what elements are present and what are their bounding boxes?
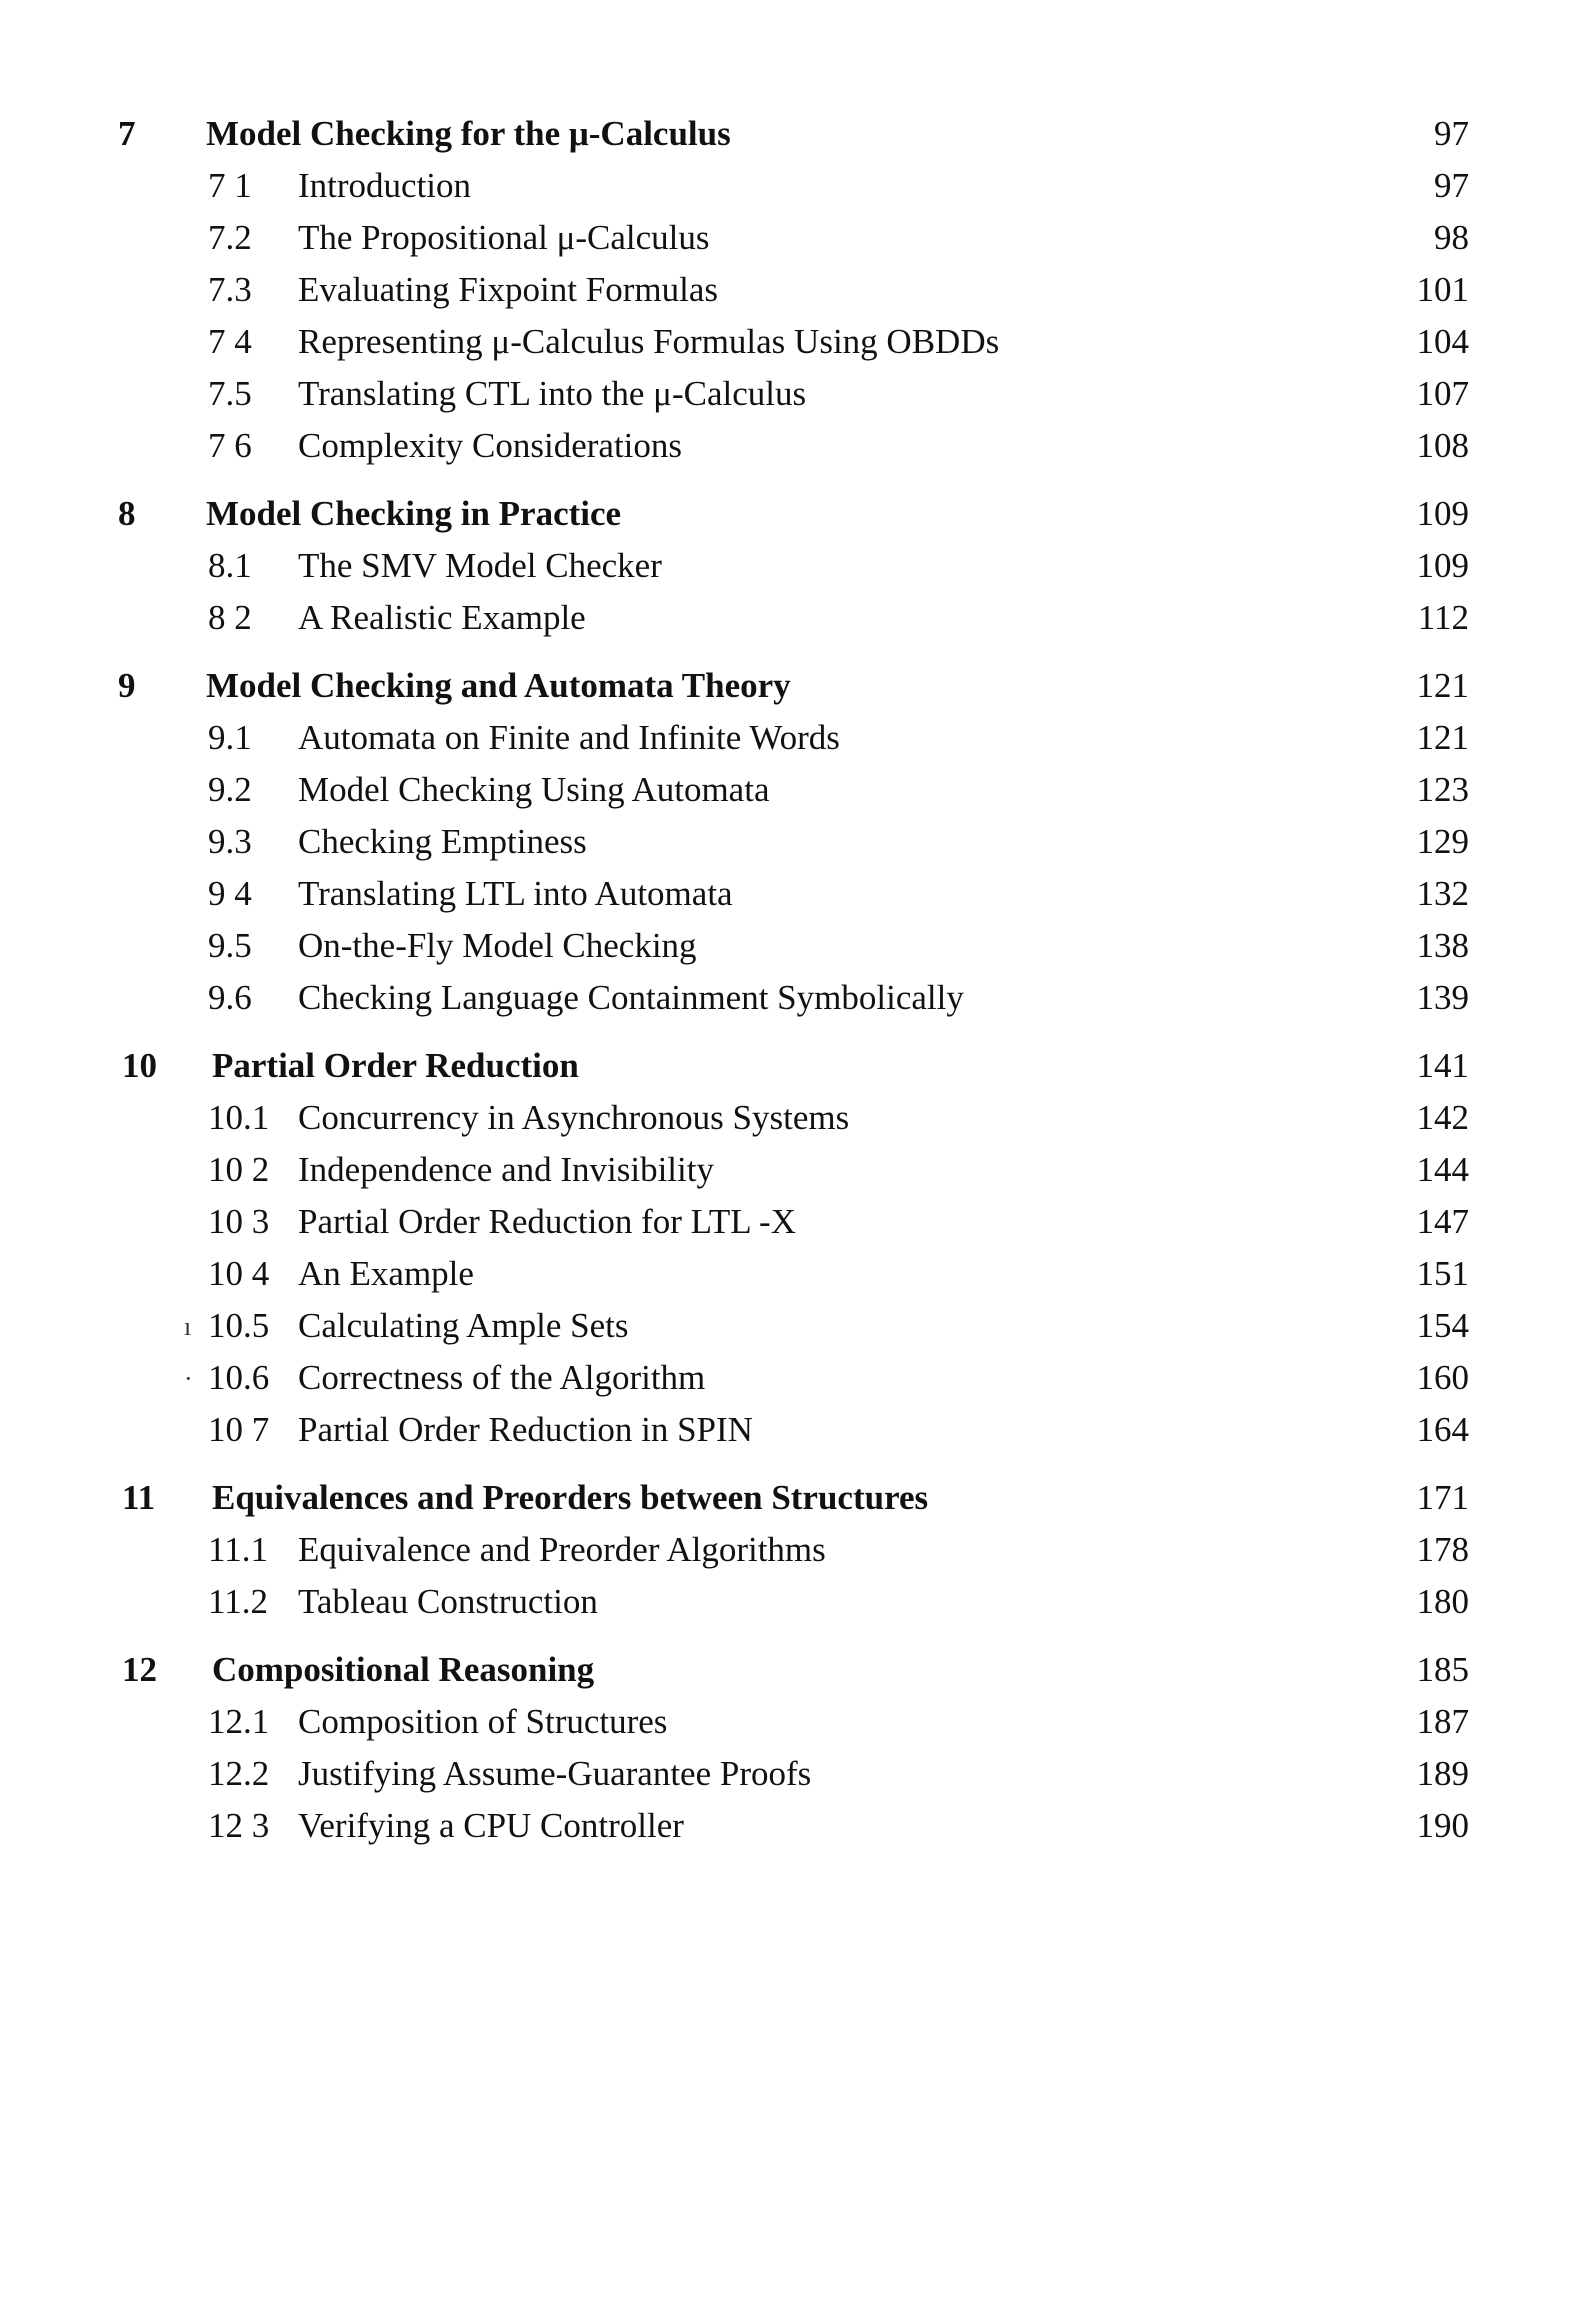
toc-section-entry (0, 1404, 1589, 1456)
toc-title: Introduction (298, 166, 472, 205)
toc-page-number: 147 (1416, 1202, 1469, 1241)
toc-page-number: 97 (1434, 114, 1469, 153)
toc-number: 12 3 (208, 1806, 270, 1845)
toc-page-number: 104 (1416, 322, 1469, 361)
toc-page-number: 109 (1416, 494, 1469, 533)
toc-title: Independence and Invisibility (298, 1150, 714, 1189)
toc-number: 8 (118, 494, 136, 533)
margin-mark: · (184, 1364, 193, 1393)
toc-title: Concurrency in Asynchronous Systems (298, 1098, 850, 1137)
toc-title: Calculating Ample Sets (298, 1306, 629, 1345)
toc-title: Composition of Structures (298, 1702, 668, 1741)
margin-mark: ı (184, 1312, 192, 1341)
toc-title: Partial Order Reduction in SPIN (298, 1410, 753, 1449)
toc-section-entry (0, 1196, 1589, 1248)
toc-section-entry (0, 1696, 1589, 1748)
toc-section-entry (0, 1748, 1589, 1800)
toc-page-number: 187 (1416, 1702, 1469, 1741)
toc-number: 7.2 (208, 218, 252, 257)
toc-page-number: 171 (1416, 1478, 1469, 1517)
toc-page-number: 154 (1416, 1306, 1469, 1345)
toc-page-number: 185 (1416, 1650, 1469, 1689)
toc-page-number: 151 (1416, 1254, 1469, 1293)
toc-chapter-entry (0, 1040, 1589, 1092)
toc-section-entry (0, 1800, 1589, 1852)
toc-title: Model Checking in Practice (206, 494, 622, 533)
toc-title: Equivalences and Preorders between Structures (212, 1478, 929, 1517)
toc-title: An Example (298, 1254, 474, 1293)
toc-page-number: 139 (1416, 978, 1469, 1017)
toc-title: Automata on Finite and Infinite Words (298, 718, 840, 757)
toc-number: 7 1 (208, 166, 252, 205)
toc-title: Justifying Assume-Guarantee Proofs (298, 1754, 812, 1793)
toc-section-entry (0, 264, 1589, 316)
toc-page-number: 107 (1416, 374, 1469, 413)
toc-section-entry (0, 592, 1589, 644)
toc-number: 9.2 (208, 770, 252, 809)
toc-number: 7.5 (208, 374, 252, 413)
toc-title: Partial Order Reduction (212, 1046, 579, 1085)
toc-number: 11 (122, 1478, 156, 1517)
toc-page-number: 132 (1416, 874, 1469, 913)
toc-title: The Propositional μ-Calculus (298, 218, 710, 257)
toc-section-entry (0, 764, 1589, 816)
toc-chapter-entry (0, 488, 1589, 540)
toc-section-entry (0, 316, 1589, 368)
toc-section-entry (0, 972, 1589, 1024)
toc-chapter-entry (0, 108, 1589, 160)
toc-number: 10 4 (208, 1254, 270, 1293)
toc-page-number: 178 (1416, 1530, 1469, 1569)
toc-page-number: 98 (1434, 218, 1469, 257)
toc-title: Correctness of the Algorithm (298, 1358, 706, 1397)
toc-number: 7.3 (208, 270, 252, 309)
toc-page-number: 97 (1434, 166, 1469, 205)
toc-page-number: 189 (1416, 1754, 1469, 1793)
toc-number: 10 3 (208, 1202, 270, 1241)
toc-number: 8.1 (208, 546, 252, 585)
toc-page-number: 123 (1416, 770, 1469, 809)
toc-page-number: 190 (1416, 1806, 1469, 1845)
toc-number: 12.1 (208, 1702, 270, 1741)
toc-page-number: 160 (1416, 1358, 1469, 1397)
toc-number: 9.5 (208, 926, 252, 965)
toc-number: 12.2 (208, 1754, 270, 1793)
toc-number: 9.1 (208, 718, 252, 757)
toc-page-number: 141 (1416, 1046, 1469, 1085)
toc-number: 10 (122, 1046, 157, 1085)
toc-title: Translating CTL into the μ-Calculus (298, 374, 807, 413)
toc-section-entry (0, 1144, 1589, 1196)
toc-section-entry (0, 160, 1589, 212)
toc-number: 11.2 (208, 1582, 268, 1621)
toc-title: Model Checking Using Automata (298, 770, 770, 809)
toc-page-number: 164 (1416, 1410, 1469, 1449)
toc-title: Verifying a CPU Controller (298, 1806, 684, 1845)
toc-page-number: 144 (1416, 1150, 1469, 1189)
toc-page-number: 138 (1416, 926, 1469, 965)
toc-number: 8 2 (208, 598, 252, 637)
toc-title: Model Checking and Automata Theory (206, 666, 791, 705)
toc-section-entry (0, 816, 1589, 868)
toc-section-entry (0, 212, 1589, 264)
toc-page-number: 121 (1416, 718, 1469, 757)
toc-section-entry (0, 1576, 1589, 1628)
toc-page-number: 180 (1416, 1582, 1469, 1621)
toc-page-number: 101 (1416, 270, 1469, 309)
toc-chapter-entry (0, 1472, 1589, 1524)
toc-title: On-the-Fly Model Checking (298, 926, 697, 965)
toc-title: Checking Emptiness (298, 822, 587, 861)
toc-number: 12 (122, 1650, 157, 1689)
toc-number: 7 4 (208, 322, 252, 361)
toc-section-entry (0, 1248, 1589, 1300)
toc-page-number: 108 (1416, 426, 1469, 465)
toc-title: Tableau Construction (298, 1582, 598, 1621)
toc-number: 9.6 (208, 978, 252, 1017)
toc-section-entry (0, 420, 1589, 472)
toc-title: Evaluating Fixpoint Formulas (298, 270, 718, 309)
toc-page-number: 121 (1416, 666, 1469, 705)
toc-number: 9 4 (208, 874, 252, 913)
toc-number: 7 (118, 114, 136, 153)
toc-chapter-entry (0, 660, 1589, 712)
toc-page-number: 109 (1416, 546, 1469, 585)
toc-number: 9.3 (208, 822, 252, 861)
toc-title: A Realistic Example (298, 598, 586, 637)
toc-page-number: 112 (1417, 598, 1469, 637)
toc-number: 10 2 (208, 1150, 270, 1189)
toc-number: 10 7 (208, 1410, 270, 1449)
toc-number: 10.1 (208, 1098, 270, 1137)
toc-section-entry (0, 868, 1589, 920)
toc-title: Representing μ-Calculus Formulas Using OBDDs (298, 322, 1000, 361)
toc-section-entry (0, 920, 1589, 972)
toc-title: Partial Order Reduction for LTL -X (298, 1202, 796, 1241)
toc-page-number: 129 (1416, 822, 1469, 861)
toc-number: 10.6 (208, 1358, 270, 1397)
toc-section-entry (0, 540, 1589, 592)
toc-section-entry (0, 368, 1589, 420)
toc-title: Checking Language Containment Symbolically (298, 978, 964, 1017)
toc-number: 7 6 (208, 426, 252, 465)
toc-title: Model Checking for the μ-Calculus (206, 114, 731, 153)
toc-title: Compositional Reasoning (212, 1650, 595, 1689)
toc-chapter-entry (0, 1644, 1589, 1696)
toc-page-number: 142 (1416, 1098, 1469, 1137)
toc-section-entry (0, 1524, 1589, 1576)
toc-section-entry (0, 1300, 1589, 1352)
toc-number: 11.1 (208, 1530, 268, 1569)
toc-section-entry (0, 712, 1589, 764)
toc-number: 9 (118, 666, 136, 705)
toc-title: Equivalence and Preorder Algorithms (298, 1530, 826, 1569)
toc-title: The SMV Model Checker (298, 546, 662, 585)
toc-section-entry (0, 1092, 1589, 1144)
toc-number: 10.5 (208, 1306, 270, 1345)
toc-section-entry (0, 1352, 1589, 1404)
toc-title: Translating LTL into Automata (298, 874, 733, 913)
toc-title: Complexity Considerations (298, 426, 683, 465)
